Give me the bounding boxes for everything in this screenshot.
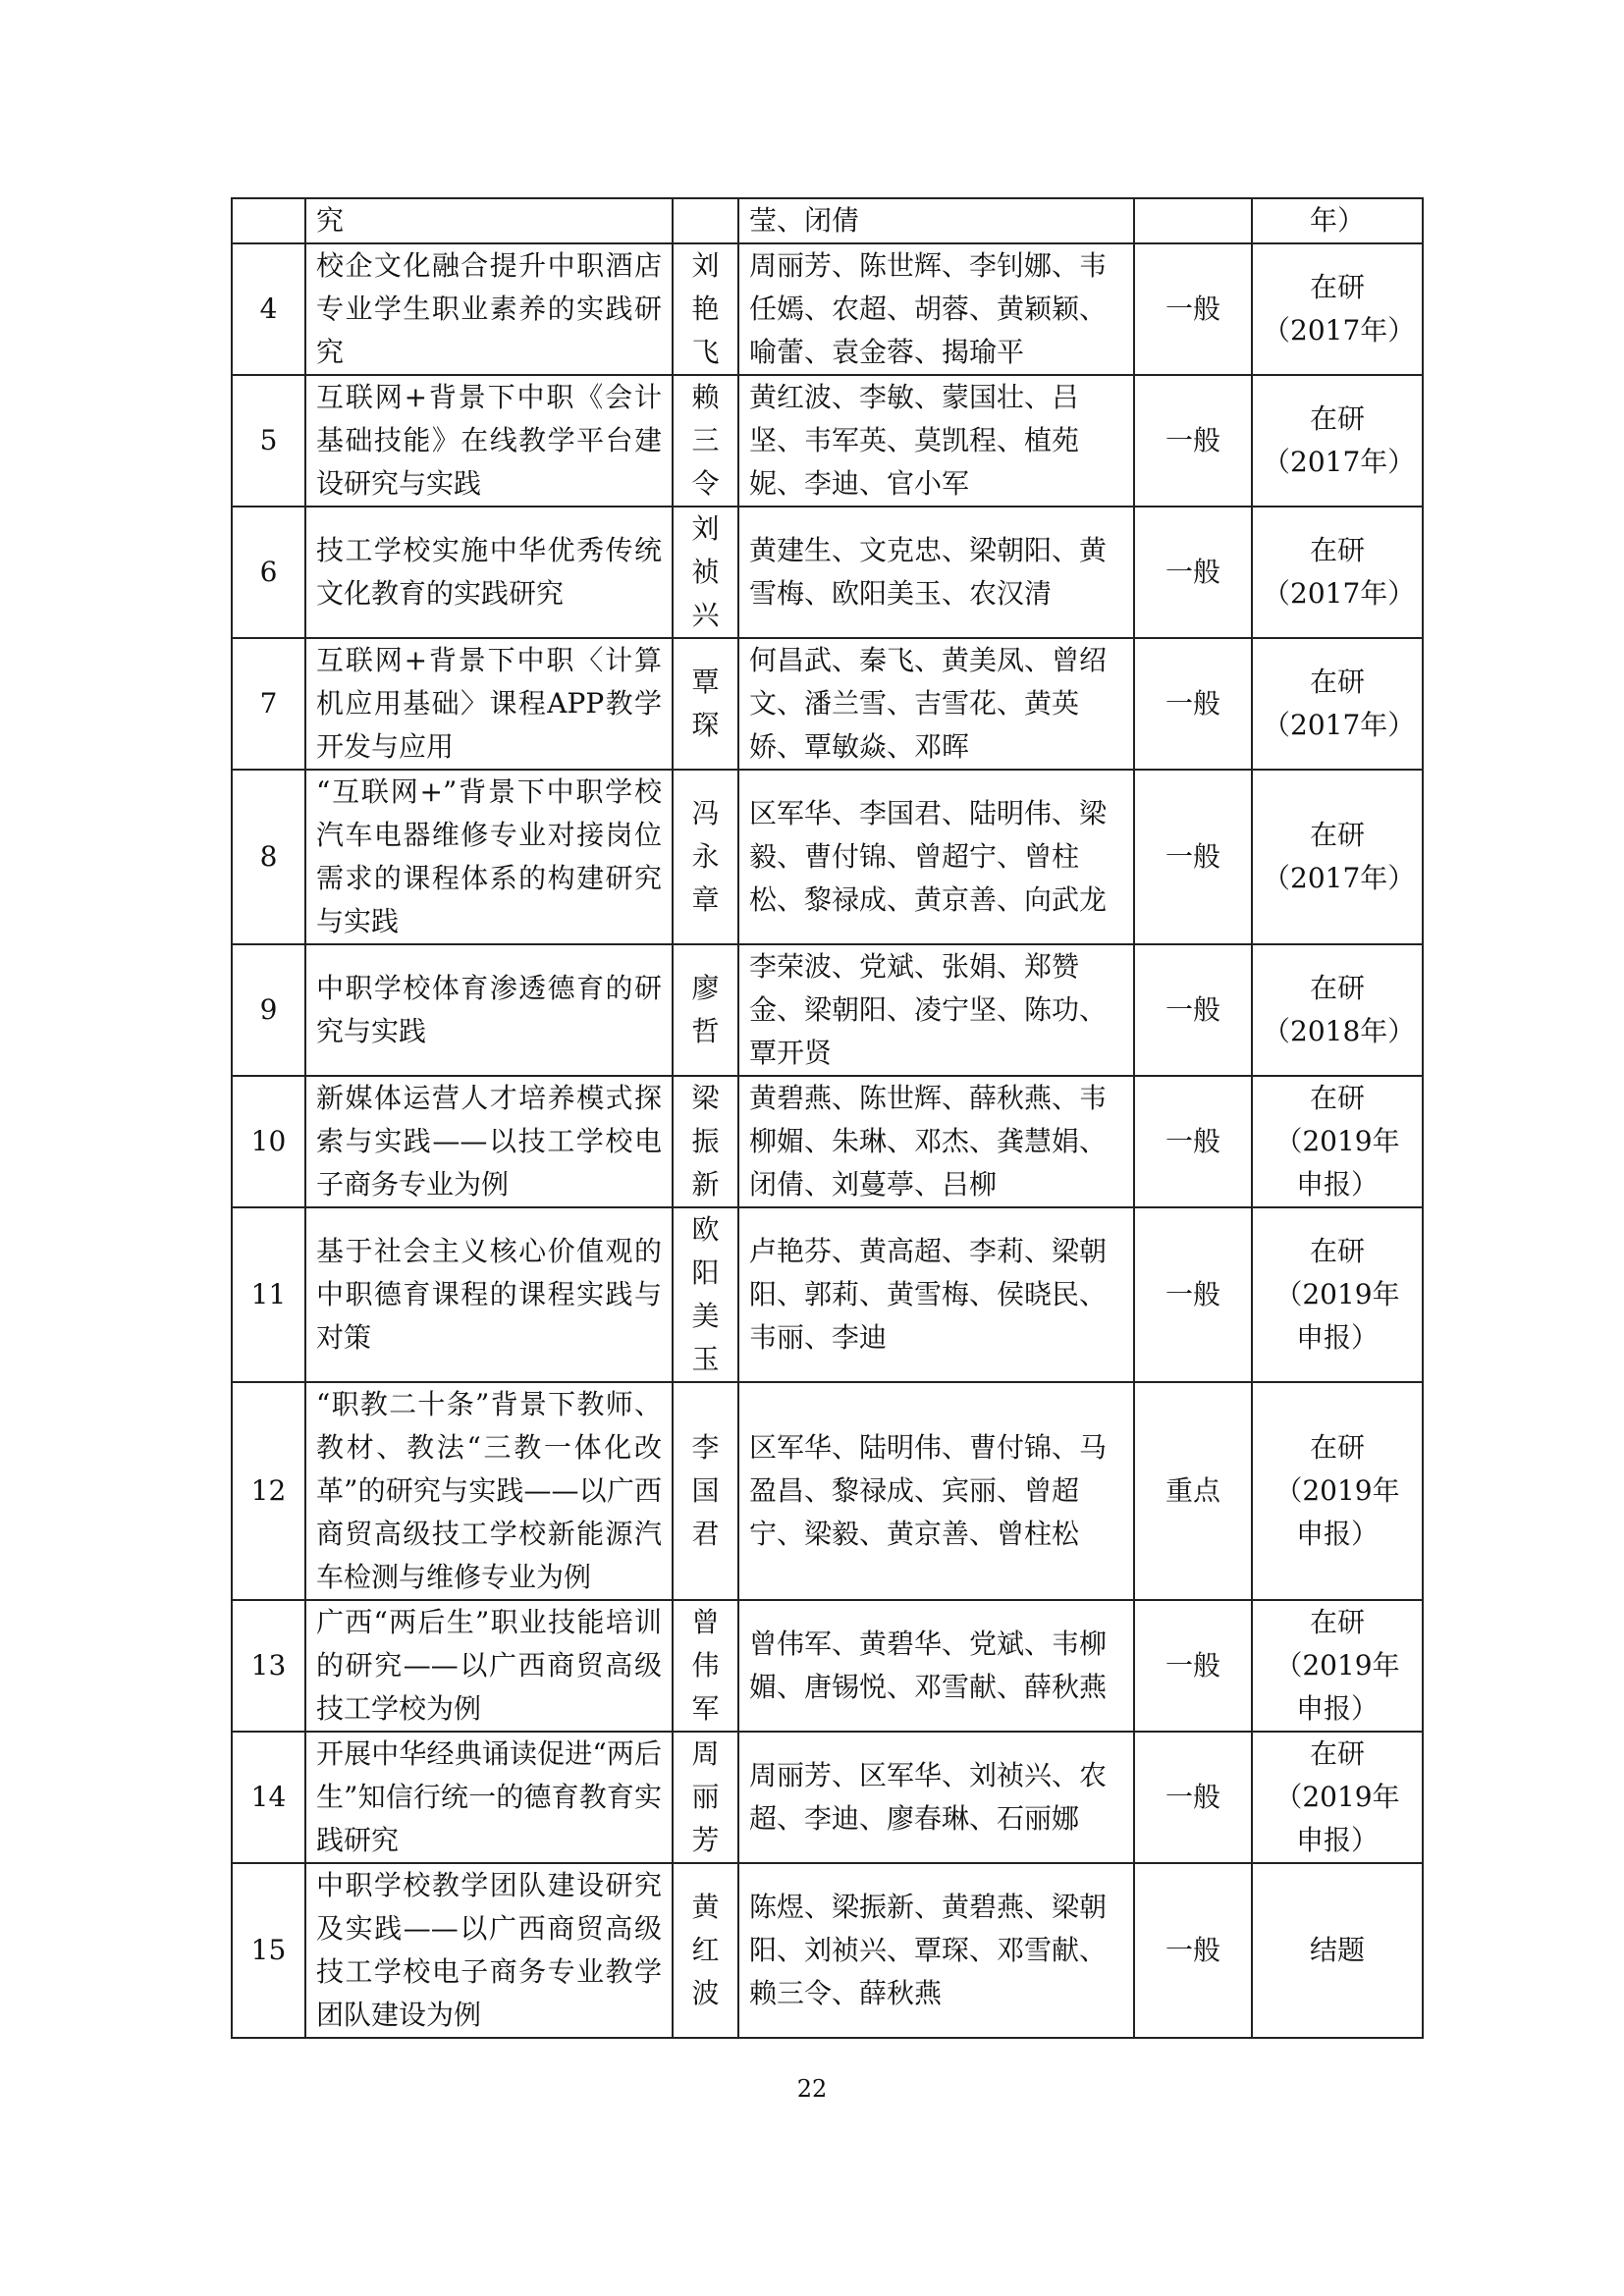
project-level: 一般 bbox=[1134, 1076, 1252, 1207]
project-leader: 周丽芳 bbox=[673, 1732, 738, 1863]
project-members: 区军华、陆明伟、曹付锦、马盈昌、黎禄成、宾丽、曾超宁、梁毅、黄京善、曾柱松 bbox=[738, 1382, 1134, 1600]
row-number: 5 bbox=[232, 375, 305, 507]
project-status: 结题 bbox=[1252, 1863, 1423, 2038]
project-leader: 廖哲 bbox=[673, 944, 738, 1076]
project-leader: 刘艳飞 bbox=[673, 243, 738, 375]
project-leader: 欧阳美玉 bbox=[673, 1207, 738, 1382]
table-body bbox=[232, 198, 1423, 2038]
table-row bbox=[232, 1600, 1423, 1732]
project-leader bbox=[673, 198, 738, 243]
project-members: 黄碧燕、陈世辉、薛秋燕、韦柳媚、朱琳、邓杰、龚慧娟、闭倩、刘蔓葶、吕柳 bbox=[738, 1076, 1134, 1207]
row-number: 11 bbox=[232, 1207, 305, 1382]
project-title: 基于社会主义核心价值观的中职德育课程的课程实践与对策 bbox=[305, 1207, 673, 1382]
project-title: 技工学校实施中华优秀传统文化教育的实践研究 bbox=[305, 507, 673, 638]
project-leader: 冯永章 bbox=[673, 770, 738, 944]
project-status: 在研（2018年） bbox=[1252, 944, 1423, 1076]
project-title: “互联网+”背景下中职学校汽车电器维修专业对接岗位需求的课程体系的构建研究与实践 bbox=[305, 770, 673, 944]
project-title: 新媒体运营人才培养模式探索与实践——以技工学校电子商务专业为例 bbox=[305, 1076, 673, 1207]
project-leader: 曾伟军 bbox=[673, 1600, 738, 1732]
row-number: 15 bbox=[232, 1863, 305, 2038]
row-number: 14 bbox=[232, 1732, 305, 1863]
project-status: 在研（2019年申报） bbox=[1252, 1732, 1423, 1863]
project-members: 黄建生、文克忠、梁朝阳、黄雪梅、欧阳美玉、农汉清 bbox=[738, 507, 1134, 638]
project-status: 在研（2019年申报） bbox=[1252, 1207, 1423, 1382]
table-row bbox=[232, 198, 1423, 243]
project-title: “职教二十条”背景下教师、教材、教法“三教一体化改革”的研究与实践——以广西商贸高级技工学校新能源汽车检测与维修专业为例 bbox=[305, 1382, 673, 1600]
row-number: 9 bbox=[232, 944, 305, 1076]
project-status: 在研（2017年） bbox=[1252, 507, 1423, 638]
table-row bbox=[232, 1382, 1423, 1600]
row-number: 4 bbox=[232, 243, 305, 375]
project-title: 中职学校教学团队建设研究及实践——以广西商贸高级技工学校电子商务专业教学团队建设为例 bbox=[305, 1863, 673, 2038]
project-level: 重点 bbox=[1134, 1382, 1252, 1600]
project-level: 一般 bbox=[1134, 944, 1252, 1076]
table-row bbox=[232, 944, 1423, 1076]
row-number: 6 bbox=[232, 507, 305, 638]
project-leader: 李国君 bbox=[673, 1382, 738, 1600]
table-row bbox=[232, 638, 1423, 770]
project-leader: 梁振新 bbox=[673, 1076, 738, 1207]
table-row bbox=[232, 1207, 1423, 1382]
row-number bbox=[232, 198, 305, 243]
project-level bbox=[1134, 198, 1252, 243]
project-level: 一般 bbox=[1134, 507, 1252, 638]
project-status: 在研（2019年申报） bbox=[1252, 1076, 1423, 1207]
project-level: 一般 bbox=[1134, 1732, 1252, 1863]
page-number: 22 bbox=[796, 2075, 828, 2103]
table-row bbox=[232, 1732, 1423, 1863]
project-title: 互联网+背景下中职《会计基础技能》在线教学平台建设研究与实践 bbox=[305, 375, 673, 507]
table-row bbox=[232, 507, 1423, 638]
project-members: 莹、闭倩 bbox=[738, 198, 1134, 243]
project-status: 在研（2019年申报） bbox=[1252, 1382, 1423, 1600]
table-row bbox=[232, 1863, 1423, 2038]
row-number: 13 bbox=[232, 1600, 305, 1732]
project-members: 周丽芳、陈世辉、李钊娜、韦任嫣、农超、胡蓉、黄颖颖、喻蕾、袁金蓉、揭瑜平 bbox=[738, 243, 1134, 375]
project-title: 究 bbox=[305, 198, 673, 243]
project-level: 一般 bbox=[1134, 1863, 1252, 2038]
project-status: 在研（2017年） bbox=[1252, 638, 1423, 770]
project-members: 陈煜、梁振新、黄碧燕、梁朝阳、刘祯兴、覃琛、邓雪献、赖三令、薛秋燕 bbox=[738, 1863, 1134, 2038]
project-members: 李荣波、党斌、张娟、郑赞金、梁朝阳、凌宁坚、陈功、覃开贤 bbox=[738, 944, 1134, 1076]
project-leader: 覃琛 bbox=[673, 638, 738, 770]
project-status: 年） bbox=[1252, 198, 1423, 243]
project-title: 校企文化融合提升中职酒店专业学生职业素养的实践研究 bbox=[305, 243, 673, 375]
project-title: 中职学校体育渗透德育的研究与实践 bbox=[305, 944, 673, 1076]
project-leader: 刘祯兴 bbox=[673, 507, 738, 638]
project-level: 一般 bbox=[1134, 770, 1252, 944]
project-level: 一般 bbox=[1134, 638, 1252, 770]
project-members: 曾伟军、黄碧华、党斌、韦柳媚、唐锡悦、邓雪献、薛秋燕 bbox=[738, 1600, 1134, 1732]
project-status: 在研（2019年申报） bbox=[1252, 1600, 1423, 1732]
project-level: 一般 bbox=[1134, 375, 1252, 507]
project-title: 开展中华经典诵读促进“两后生”知信行统一的德育教育实践研究 bbox=[305, 1732, 673, 1863]
table-row bbox=[232, 243, 1423, 375]
project-level: 一般 bbox=[1134, 243, 1252, 375]
project-level: 一般 bbox=[1134, 1600, 1252, 1732]
project-members: 周丽芳、区军华、刘祯兴、农超、李迪、廖春琳、石丽娜 bbox=[738, 1732, 1134, 1863]
row-number: 10 bbox=[232, 1076, 305, 1207]
project-leader: 赖三令 bbox=[673, 375, 738, 507]
project-members: 何昌武、秦飞、黄美凤、曾绍文、潘兰雪、吉雪花、黄英娇、覃敏焱、邓晖 bbox=[738, 638, 1134, 770]
research-projects-table bbox=[231, 197, 1424, 2039]
row-number: 12 bbox=[232, 1382, 305, 1600]
project-status: 在研（2017年） bbox=[1252, 375, 1423, 507]
project-leader: 黄红波 bbox=[673, 1863, 738, 2038]
project-members: 区军华、李国君、陆明伟、梁毅、曹付锦、曾超宁、曾柱松、黎禄成、黄京善、向武龙 bbox=[738, 770, 1134, 944]
row-number: 8 bbox=[232, 770, 305, 944]
table-row bbox=[232, 1076, 1423, 1207]
project-members: 卢艳芬、黄高超、李莉、梁朝阳、郭莉、黄雪梅、侯晓民、韦丽、李迪 bbox=[738, 1207, 1134, 1382]
project-level: 一般 bbox=[1134, 1207, 1252, 1382]
row-number: 7 bbox=[232, 638, 305, 770]
project-status: 在研（2017年） bbox=[1252, 770, 1423, 944]
project-status: 在研（2017年） bbox=[1252, 243, 1423, 375]
project-title: 广西“两后生”职业技能培训的研究——以广西商贸高级技工学校为例 bbox=[305, 1600, 673, 1732]
project-title: 互联网+背景下中职〈计算机应用基础〉课程APP教学开发与应用 bbox=[305, 638, 673, 770]
table-row bbox=[232, 770, 1423, 944]
table-row bbox=[232, 375, 1423, 507]
project-members: 黄红波、李敏、蒙国壮、吕坚、韦军英、莫凯程、植苑妮、李迪、官小军 bbox=[738, 375, 1134, 507]
